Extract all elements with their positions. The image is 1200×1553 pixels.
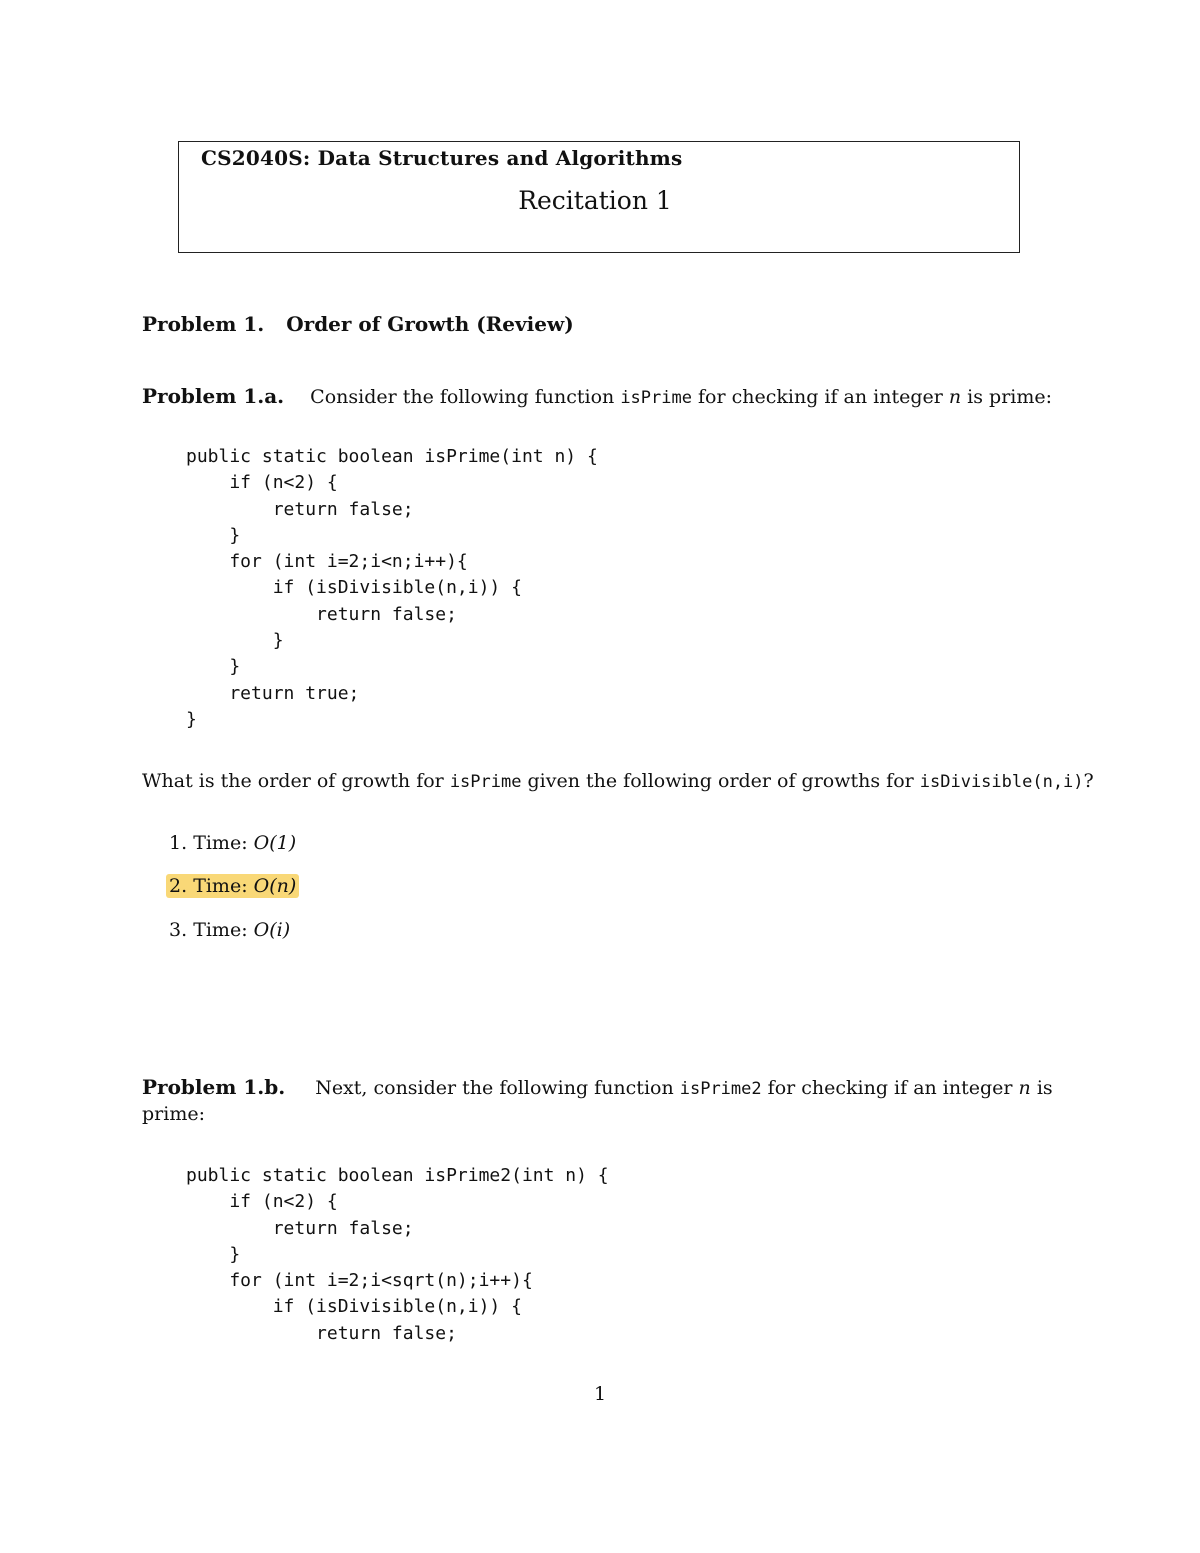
problem-1-label: Problem 1.: [142, 312, 265, 336]
func-name: isPrime: [620, 388, 692, 408]
course-title: CS2040S: Data Structures and Algorithms: [201, 146, 683, 170]
problem-1b-intro-cont: prime:: [142, 1103, 205, 1125]
problem-1a-label: Problem 1.a.: [142, 384, 285, 408]
recitation-title: Recitation 1: [518, 186, 672, 215]
isprime-code: public static boolean isPrime(int n) { if (n<2) { return false; } for (int i=2;i<n;i++){ if (isDivisible(n,i)) { return false; } } return true; }: [186, 446, 598, 730]
problem-1a-intro: Problem 1.a. Consider the following function isPrime for checking if an integer n is prime:: [142, 384, 1053, 408]
page-number: 1: [593, 1383, 607, 1405]
option-3: 3. Time: O(i): [169, 919, 291, 941]
title-box: [178, 141, 1020, 253]
isprime2-code: public static boolean isPrime2(int n) { if (n<2) { return false; } for (int i=2;i<sqrt(n);i++){ if (isDivisible(n,i)) { return false;: [186, 1165, 609, 1344]
problem-1b-intro: Problem 1.b. Next, consider the following function isPrime2 for checking if an integer n is: [142, 1075, 1053, 1099]
option-2-highlighted: 2. Time: O(n): [166, 874, 299, 898]
problem-1-heading: [142, 312, 574, 336]
problem-1b-label: Problem 1.b.: [142, 1075, 286, 1099]
problem-1-title: Order of Growth (Review): [286, 312, 574, 336]
option-1: 1. Time: O(1): [169, 832, 297, 854]
var-n: n: [948, 386, 962, 408]
order-question: What is the order of growth for isPrime given the following order of growths for isDivisible(n,i)?: [142, 770, 1094, 792]
